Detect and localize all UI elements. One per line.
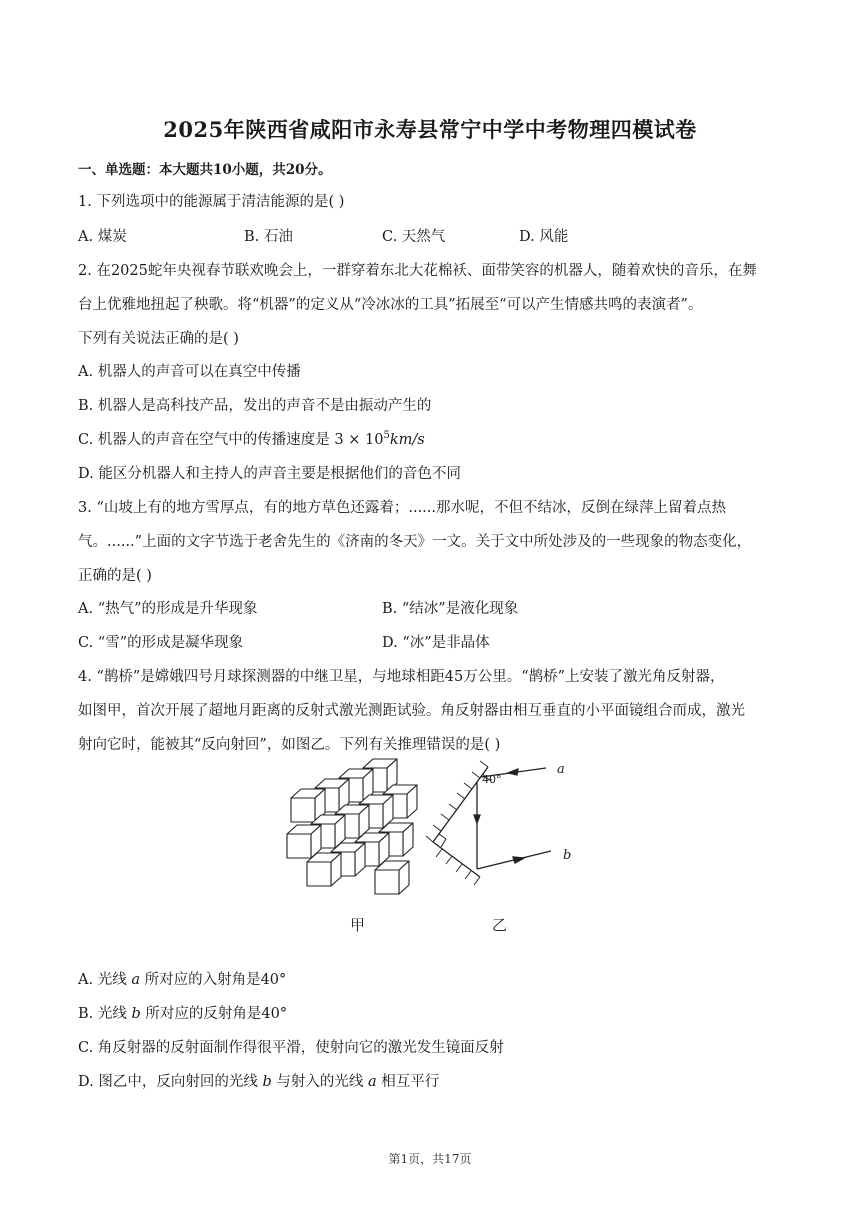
question-3-line-3: 正确的是( ) — [78, 568, 152, 584]
q2-option-b: B. 机器人是高科技产品，发出的声音不是由振动产生的 — [78, 398, 432, 414]
q3-option-b: B. “结冰”是液化现象 — [382, 601, 519, 617]
q4-option-a-suffix: 所对应的入射角是40° — [144, 972, 287, 988]
q4-option-a-prefix: A. 光线 — [78, 972, 127, 988]
ray-b-label: b — [563, 848, 572, 863]
question-4-line-2: 如图甲，首次开展了超地月距离的反射式激光测距试验。角反射器由相互垂直的小平面镜组合而成，激光 — [78, 703, 745, 719]
q4-option-b — [78, 1002, 287, 1023]
figure-label-jia: 甲 — [350, 916, 366, 934]
q4-option-c: C. 角反射器的反射面制作得很平滑，使射向它的激光发生镜面反射 — [78, 1040, 504, 1056]
q4-option-d — [78, 1070, 439, 1091]
question-4-line-1: 4. “鹊桥”是嫦娥四号月球探测器的中继卫星，与地球相距45万公里。“鹊桥”上安装了激光角反射器， — [78, 669, 725, 685]
q1-option-d: D. 风能 — [519, 229, 569, 245]
q4-option-d-middle: 与射入的光线 — [276, 1074, 364, 1090]
cube-cluster-diagram — [287, 759, 417, 894]
q2-option-d: D. 能区分机器人和主持人的声音主要是根据他们的音色不同 — [78, 466, 461, 482]
q3-option-d: D. “冰”是非晶体 — [382, 635, 490, 651]
q4-option-a — [78, 968, 286, 989]
q2-option-c-text: C. 机器人的声音在空气中的传播速度是 — [78, 432, 330, 448]
q2-option-c-number: 3 × 10 — [334, 432, 384, 448]
q4-option-d-variable-b: b — [262, 1074, 272, 1090]
section-header: 一、单选题：本大题共10小题，共20分。 — [78, 162, 332, 178]
angle-label: 40° — [482, 773, 502, 786]
q3-option-a: A. “热气”的形成是升华现象 — [78, 601, 258, 617]
question-3-line-2: 气。......”上面的文字节选于老舍先生的《济南的冬天》一文。关于文中所处涉及的一些现象的物态变化， — [78, 534, 752, 550]
question-2-line-1: 2. 在2025蛇年央视春节联欢晚会上，一群穿着东北大花棉袄、面带笑容的机器人，随着欢快的音乐，在舞 — [78, 263, 757, 279]
figure-label-yi: 乙 — [492, 916, 508, 934]
question-4-line-3: 射向它时，能被其“反向射回”，如图乙。下列有关推理错误的是( ) — [78, 737, 501, 753]
cube — [287, 825, 321, 858]
q1-option-b: B. 石油 — [244, 229, 293, 245]
q4-option-d-suffix: 相互平行 — [381, 1074, 440, 1090]
q3-option-c: C. “雪”的形成是凝华现象 — [78, 635, 244, 651]
q2-option-a: A. 机器人的声音可以在真空中传播 — [78, 364, 301, 380]
q2-option-c — [78, 428, 425, 449]
q4-option-b-suffix: 所对应的反射角是40° — [145, 1006, 288, 1022]
q4-option-b-prefix: B. 光线 — [78, 1006, 127, 1022]
q4-option-a-variable: a — [131, 972, 140, 988]
page-title: 2025年陕西省咸阳市永寿县常宁中学中考物理四模试卷 — [163, 117, 697, 142]
question-1-stem: 1. 下列选项中的能源属于清洁能源的是( ) — [78, 194, 345, 210]
q1-option-c: C. 天然气 — [382, 229, 446, 245]
question-3-line-1: 3. “山坡上有的地方雪厚点，有的地方草色还露着；......那水呢，不但不结冰，反倒在绿萍上留着点热 — [78, 500, 727, 516]
page-footer: 第1页，共17页 — [388, 1152, 472, 1166]
q4-option-b-variable: b — [131, 1006, 141, 1022]
q4-option-d-variable-a: a — [367, 1074, 377, 1090]
q2-option-c-unit: km/s — [389, 432, 425, 448]
cube — [307, 853, 341, 886]
q4-option-d-prefix: D. 图乙中，反向射回的光线 — [78, 1074, 258, 1090]
q2-option-c-exponent: 5 — [383, 430, 390, 442]
question-2-line-3: 下列有关说法正确的是( ) — [78, 331, 239, 347]
question-2-line-2: 台上优雅地扭起了秧歌。将“机器”的定义从“冷冰冰的工具”拓展至“可以产生情感共鸣的表演者”。 — [78, 297, 703, 313]
ray-a-label: a — [557, 762, 565, 777]
cube — [375, 861, 409, 894]
q4-figure — [280, 755, 590, 940]
q1-option-a: A. 煤炭 — [78, 229, 127, 245]
